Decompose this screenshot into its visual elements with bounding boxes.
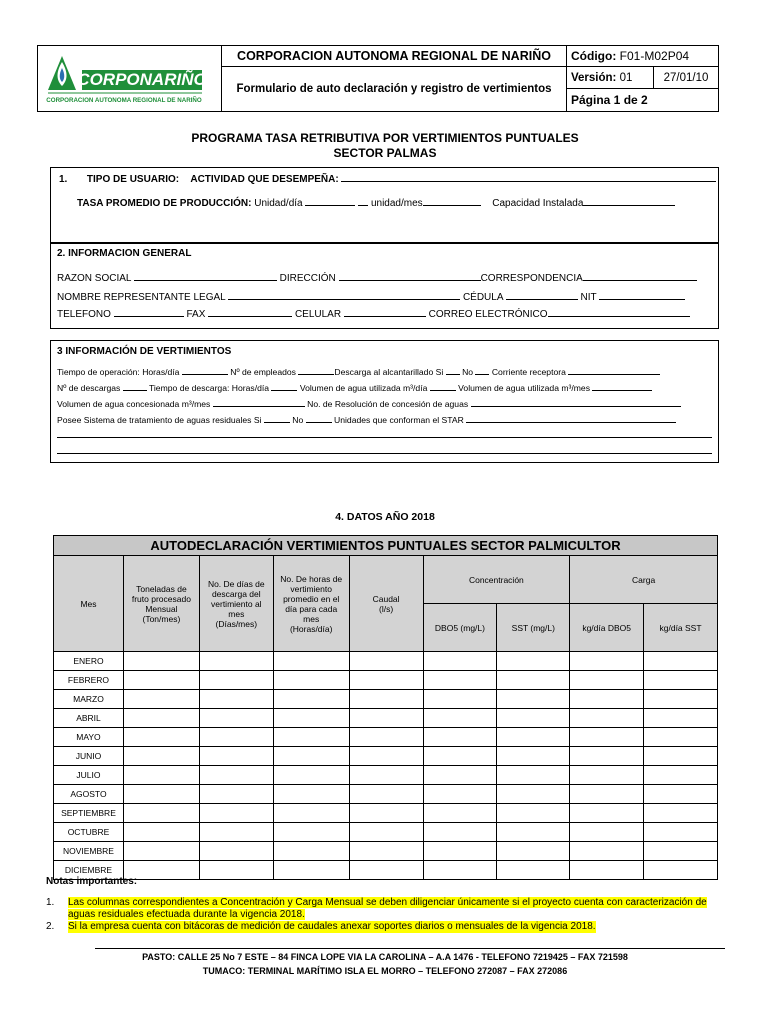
units-star-field[interactable] xyxy=(466,413,676,423)
data-cell[interactable] xyxy=(644,785,718,804)
data-cell[interactable] xyxy=(123,671,199,690)
data-cell[interactable] xyxy=(644,747,718,766)
data-cell[interactable] xyxy=(570,823,644,842)
autodeclaration-table xyxy=(53,535,718,880)
col-toneladas: Toneladas de fruto procesado Mensual (Ton/mes) xyxy=(123,556,199,652)
correo-label: CORREO ELECTRÓNICO xyxy=(428,309,548,320)
month-label: OCTUBRE xyxy=(54,823,124,842)
data-cell[interactable] xyxy=(570,766,644,785)
code-cell: Código: F01-M02P04 xyxy=(567,46,719,67)
representante-field[interactable] xyxy=(228,290,460,300)
program-title-line1: PROGRAMA TASA RETRIBUTIVA POR VERTIMIENTOS PUNTUALES xyxy=(191,131,579,145)
unit-month-field[interactable] xyxy=(423,196,481,206)
data-cell[interactable] xyxy=(497,804,570,823)
data-cell[interactable] xyxy=(349,861,423,880)
op-time-label: Tiempo de operación: Horas/día xyxy=(57,367,180,377)
activity-field[interactable] xyxy=(341,172,716,182)
page-number: Página 1 de 2 xyxy=(567,89,719,112)
month-label: DICIEMBRE xyxy=(54,861,124,880)
data-cell[interactable] xyxy=(423,766,497,785)
col-carga: Carga xyxy=(570,556,718,604)
data-cell[interactable] xyxy=(644,861,718,880)
col-concentracion: Concentración xyxy=(423,556,570,604)
treatment-no-field[interactable] xyxy=(306,413,332,423)
note-1-line-b: aguas residuales efectuada durante la vigencia 2018. xyxy=(68,909,305,920)
unit-day-label: Unidad/día xyxy=(254,198,303,209)
section-user-type xyxy=(50,167,719,243)
table-row xyxy=(54,728,718,747)
receiving-label: Corriente receptora xyxy=(491,367,566,377)
table-row xyxy=(54,709,718,728)
col-dias: No. De días de descarga del vertimiento al mes (Días/mes) xyxy=(199,556,273,652)
table-row xyxy=(54,861,718,880)
data-cell[interactable] xyxy=(123,709,199,728)
svg-text:CORPONARIÑO: CORPONARIÑO xyxy=(77,70,207,89)
data-cell[interactable] xyxy=(273,652,349,671)
unit-month-label: unidad/mes xyxy=(370,198,423,209)
data-cell[interactable] xyxy=(349,766,423,785)
sewer-no-field[interactable] xyxy=(475,365,489,375)
water-used-label: Volumen de agua utilizada m³/día xyxy=(299,383,428,393)
data-cell[interactable] xyxy=(349,652,423,671)
data-cell[interactable] xyxy=(199,823,273,842)
op-time-field[interactable] xyxy=(182,365,228,375)
data-cell[interactable] xyxy=(497,728,570,747)
month-label: FEBRERO xyxy=(54,671,124,690)
table-row xyxy=(54,804,718,823)
data-cell[interactable] xyxy=(497,652,570,671)
data-cell[interactable] xyxy=(644,823,718,842)
data-cell[interactable] xyxy=(123,766,199,785)
version-cell: Versión: 01 xyxy=(567,67,654,89)
data-cell[interactable] xyxy=(349,728,423,747)
data-cell[interactable] xyxy=(199,804,273,823)
note-1-line-a: Las columnas correspondientes a Concentración y Carga Mensual se deben diligenciar únicamente si el proyecto cuenta con caracterización de xyxy=(68,897,707,908)
corponarino-logo xyxy=(42,46,210,106)
data-cell[interactable] xyxy=(570,728,644,747)
month-label: JUNIO xyxy=(54,747,124,766)
col-mes: Mes xyxy=(54,556,124,652)
discharge-time-field[interactable] xyxy=(271,381,297,391)
free-text-line-2[interactable] xyxy=(57,453,712,454)
fax-field[interactable] xyxy=(208,307,292,317)
section-general-info xyxy=(50,243,719,329)
representante-label: NOMBRE REPRESENTANTE LEGAL xyxy=(57,292,226,303)
razon-field[interactable] xyxy=(134,271,277,281)
table-row xyxy=(54,766,718,785)
capacity-label: Capacidad Instalada xyxy=(492,198,584,209)
resolution-label: No. de Resolución de concesión de aguas xyxy=(307,399,469,409)
header-table xyxy=(37,45,719,112)
month-label: MARZO xyxy=(54,690,124,709)
data-cell[interactable] xyxy=(644,842,718,861)
discharge-time-label: Tiempo de descarga: Horas/día xyxy=(148,383,270,393)
treatment-label: Posee Sistema de tratamiento de aguas residuales Si xyxy=(57,415,262,425)
data-cell[interactable] xyxy=(273,804,349,823)
col-horas: No. De horas de vertimiento promedio en el día para cada mes (Horas/día) xyxy=(273,556,349,652)
celular-field[interactable] xyxy=(344,307,426,317)
table-row xyxy=(54,652,718,671)
employees-field[interactable] xyxy=(298,365,334,375)
data-cell[interactable] xyxy=(644,709,718,728)
data-cell[interactable] xyxy=(123,747,199,766)
data-cell[interactable] xyxy=(570,671,644,690)
data-cell[interactable] xyxy=(349,709,423,728)
data-cell[interactable] xyxy=(199,842,273,861)
data-cell[interactable] xyxy=(349,823,423,842)
section2-title: 2. INFORMACION GENERAL xyxy=(57,248,192,259)
granted-label: Volumen de agua concesionada m³/mes xyxy=(57,399,211,409)
col-kg-dbo: kg/día DBO5 xyxy=(570,604,644,652)
data-cell[interactable] xyxy=(199,690,273,709)
data-cell[interactable] xyxy=(273,842,349,861)
granted-field[interactable] xyxy=(213,397,305,407)
data-cell[interactable] xyxy=(273,785,349,804)
correspondencia-field[interactable] xyxy=(583,271,697,281)
col-caudal: Caudal (l/s) xyxy=(349,556,423,652)
data-cell[interactable] xyxy=(423,671,497,690)
data-cell[interactable] xyxy=(570,690,644,709)
sewer-no-label: No xyxy=(462,367,474,377)
data-cell[interactable] xyxy=(123,652,199,671)
data-cell[interactable] xyxy=(570,785,644,804)
data-cell[interactable] xyxy=(199,728,273,747)
program-title-line2: SECTOR PALMAS xyxy=(333,146,437,160)
program-title xyxy=(0,131,770,161)
table-row xyxy=(54,823,718,842)
units-star-label: Unidades que conforman el STAR xyxy=(334,415,464,425)
sewer-yes-field[interactable] xyxy=(446,365,460,375)
version-date: 27/01/10 xyxy=(654,67,719,89)
discharges-label: Nº de descargas xyxy=(57,383,121,393)
data-cell[interactable] xyxy=(644,766,718,785)
table-row xyxy=(54,671,718,690)
org-title: CORPORACION AUTONOMA REGIONAL DE NARIÑO xyxy=(222,46,567,67)
capacity-field[interactable] xyxy=(583,196,675,206)
data-cell[interactable] xyxy=(349,671,423,690)
data-cell[interactable] xyxy=(497,766,570,785)
section1-number: 1. xyxy=(59,174,68,185)
col-dbo: DBO5 (mg/L) xyxy=(423,604,497,652)
note-2-number: 2. xyxy=(46,921,55,932)
svg-text:CORPORACION AUTONOMA REGIONAL: CORPORACION AUTONOMA REGIONAL DE NARIÑO xyxy=(46,97,202,104)
data-cell[interactable] xyxy=(423,690,497,709)
data-cell[interactable] xyxy=(423,861,497,880)
water-used-field[interactable] xyxy=(430,381,456,391)
data-cell[interactable] xyxy=(273,766,349,785)
data-cell[interactable] xyxy=(497,671,570,690)
data-cell[interactable] xyxy=(570,861,644,880)
table-row xyxy=(54,690,718,709)
data-cell[interactable] xyxy=(570,747,644,766)
logo-cell xyxy=(38,46,222,112)
table-row xyxy=(54,747,718,766)
data-cell[interactable] xyxy=(423,747,497,766)
data-cell[interactable] xyxy=(123,690,199,709)
section4-title: 4. DATOS AÑO 2018 xyxy=(335,511,435,523)
table-title: AUTODECLARACIÓN VERTIMIENTOS PUNTUALES SECTOR PALMICULTOR xyxy=(54,536,718,556)
data-cell[interactable] xyxy=(644,652,718,671)
section3-title: 3 INFORMACIÓN DE VERTIMIENTOS xyxy=(57,346,232,357)
data-cell[interactable] xyxy=(497,709,570,728)
cedula-field[interactable] xyxy=(506,290,578,300)
data-cell[interactable] xyxy=(199,861,273,880)
data-cell[interactable] xyxy=(123,823,199,842)
col-sst: SST (mg/L) xyxy=(497,604,570,652)
notes-title: Notas importantes: xyxy=(46,876,138,887)
month-label: MAYO xyxy=(54,728,124,747)
data-cell[interactable] xyxy=(199,747,273,766)
month-label: NOVIEMBRE xyxy=(54,842,124,861)
data-cell[interactable] xyxy=(497,785,570,804)
razon-label: RAZON SOCIAL xyxy=(57,273,132,284)
data-cell[interactable] xyxy=(423,823,497,842)
footer-line-2: TUMACO: TERMINAL MARÍTIMO ISLA EL MORRO – TELEFONO 272087 – FAX 272086 xyxy=(202,966,568,976)
discharges-field[interactable] xyxy=(123,381,147,391)
free-text-line-1[interactable] xyxy=(57,437,712,438)
table-row xyxy=(54,785,718,804)
data-cell[interactable] xyxy=(570,652,644,671)
data-cell[interactable] xyxy=(423,652,497,671)
resolution-field[interactable] xyxy=(471,397,681,407)
celular-label: CELULAR xyxy=(294,309,342,320)
table-row xyxy=(54,842,718,861)
data-cell[interactable] xyxy=(199,671,273,690)
unit-day-field[interactable] xyxy=(305,196,355,206)
data-cell[interactable] xyxy=(273,671,349,690)
water-month-label: Volumen de agua utilizada m³/mes xyxy=(458,383,590,393)
activity-label: ACTIVIDAD QUE DESEMPEÑA: xyxy=(190,174,339,185)
data-cell[interactable] xyxy=(497,747,570,766)
footer-divider xyxy=(95,948,725,949)
data-cell[interactable] xyxy=(199,652,273,671)
data-cell[interactable] xyxy=(273,690,349,709)
data-cell[interactable] xyxy=(423,842,497,861)
sewer-label: Descarga al alcantarillado Si xyxy=(334,367,444,377)
data-cell[interactable] xyxy=(423,785,497,804)
data-cell[interactable] xyxy=(497,823,570,842)
data-cell[interactable] xyxy=(123,804,199,823)
data-cell[interactable] xyxy=(349,690,423,709)
data-cell[interactable] xyxy=(644,671,718,690)
water-month-field[interactable] xyxy=(592,381,652,391)
data-cell[interactable] xyxy=(497,861,570,880)
data-cell[interactable] xyxy=(273,861,349,880)
month-label: JULIO xyxy=(54,766,124,785)
footer-line-1: PASTO: CALLE 25 No 7 ESTE – 84 FINCA LOPE VIA LA CAROLINA – A.A 1476 - TELEFONO 7219425 – FAX 721598 xyxy=(142,952,628,962)
data-cell[interactable] xyxy=(570,709,644,728)
data-cell[interactable] xyxy=(273,823,349,842)
data-cell[interactable] xyxy=(273,747,349,766)
data-cell[interactable] xyxy=(423,709,497,728)
data-cell[interactable] xyxy=(273,709,349,728)
month-label: ABRIL xyxy=(54,709,124,728)
direccion-label: DIRECCIÓN xyxy=(279,273,336,284)
data-cell[interactable] xyxy=(570,804,644,823)
month-label: SEPTIEMBRE xyxy=(54,804,124,823)
data-cell[interactable] xyxy=(644,804,718,823)
data-cell[interactable] xyxy=(497,842,570,861)
note-1-number: 1. xyxy=(46,897,55,908)
data-cell[interactable] xyxy=(349,785,423,804)
data-cell[interactable] xyxy=(423,804,497,823)
note-2-text: Si la empresa cuenta con bitácoras de medición de caudales anexar soportes diarios o mensuales de la vigencia 2018. xyxy=(68,921,596,932)
direccion-field[interactable] xyxy=(339,271,481,281)
employees-label: Nº de empleados xyxy=(230,367,296,377)
data-cell[interactable] xyxy=(570,842,644,861)
data-cell[interactable] xyxy=(123,785,199,804)
month-label: ENERO xyxy=(54,652,124,671)
data-cell[interactable] xyxy=(273,728,349,747)
nit-label: NIT xyxy=(580,292,597,303)
section-discharges xyxy=(50,340,719,463)
data-cell[interactable] xyxy=(644,690,718,709)
user-type-label: TIPO DE USUARIO: xyxy=(86,174,180,185)
notes-list xyxy=(46,897,736,933)
col-kg-sst: kg/día SST xyxy=(644,604,718,652)
form-title: Formulario de auto declaración y registro de vertimientos xyxy=(222,67,567,112)
treatment-no-label: No xyxy=(292,415,304,425)
data-cell[interactable] xyxy=(123,728,199,747)
production-label: TASA PROMEDIO DE PRODUCCIÓN: xyxy=(77,198,252,209)
data-cell[interactable] xyxy=(423,728,497,747)
data-cell[interactable] xyxy=(349,804,423,823)
nit-field[interactable] xyxy=(599,290,685,300)
fax-label: FAX xyxy=(186,309,206,320)
correspondencia-label: CORRESPONDENCIA xyxy=(480,273,583,284)
data-cell[interactable] xyxy=(497,690,570,709)
data-cell[interactable] xyxy=(199,766,273,785)
month-label: AGOSTO xyxy=(54,785,124,804)
data-cell[interactable] xyxy=(199,785,273,804)
data-cell[interactable] xyxy=(123,842,199,861)
data-cell[interactable] xyxy=(199,709,273,728)
telefono-label: TELEFONO xyxy=(57,309,111,320)
data-cell[interactable] xyxy=(349,842,423,861)
unit-day-field-2[interactable] xyxy=(358,196,368,206)
telefono-field[interactable] xyxy=(114,307,184,317)
data-cell[interactable] xyxy=(349,747,423,766)
cedula-label: CÉDULA xyxy=(462,292,503,303)
data-cell[interactable] xyxy=(644,728,718,747)
correo-field[interactable] xyxy=(548,307,690,317)
treatment-yes-field[interactable] xyxy=(264,413,290,423)
receiving-field[interactable] xyxy=(568,365,660,375)
